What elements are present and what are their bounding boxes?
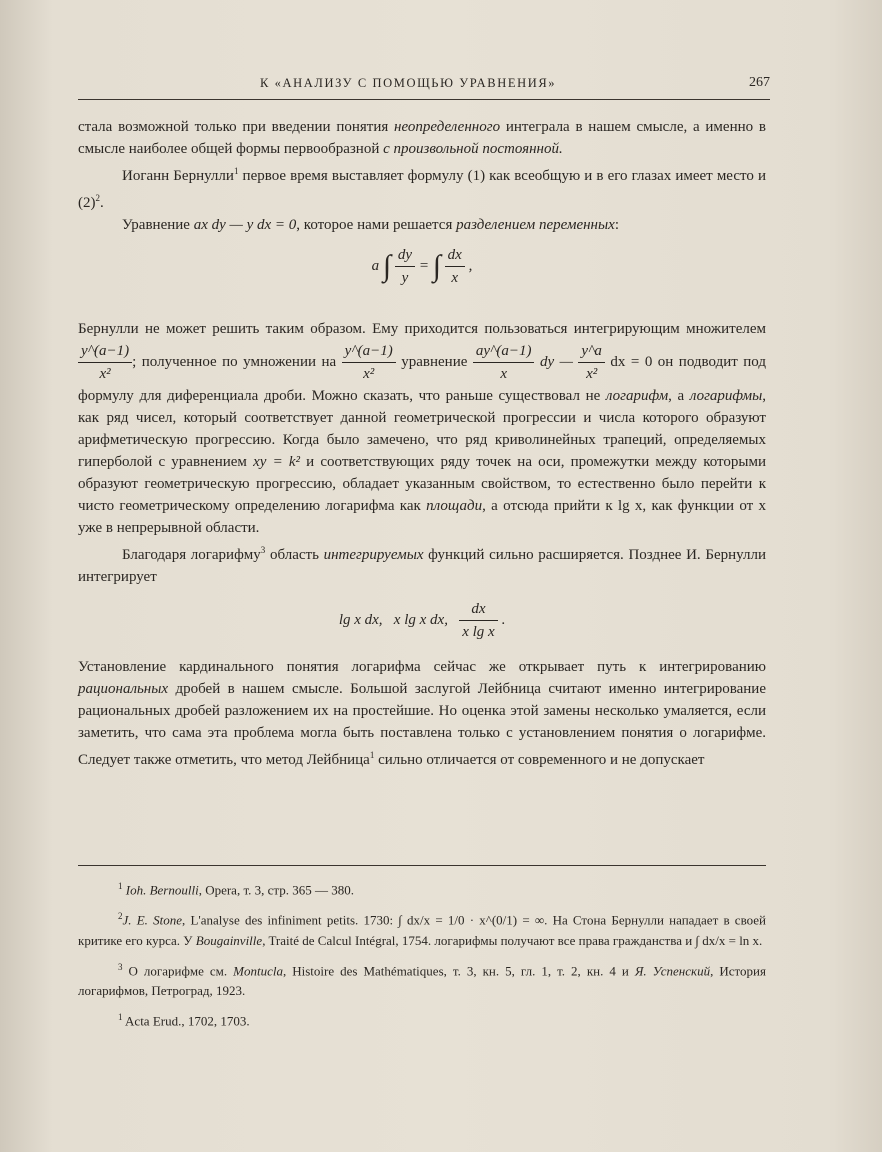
footnotes	[78, 876, 766, 1037]
inline-equation: xy = k²	[253, 454, 301, 470]
running-head: К «АНАЛИЗУ С ПОМОЩЬЮ УРАВНЕНИЯ»	[260, 76, 557, 90]
fraction: $\frac{y\^{}(a-1)}{\text{x²}}$	[78, 340, 132, 385]
paragraph-4: Бернулли не может решить таким образом. Ему приходится пользоваться интегрирующим множителем $\frac{y\^{}(a-1)}{\text{x²}}$ ; полученное по умножении на $\frac{y\^{}(a-1)}{\text{x²}}$ уравнение $\frac{ay\^{}(a-1)}{x}$ dy — $\frac{y\^{}a}{\text{x²}}$ dx = 0 он подводит под формулу для диференциала дроби. Можно сказать, что раньше существовал не логарифм, а логарифмы, как ряд чисел, который соответствует данной геометрической прогрессии и числа которого образуют арифметическую прогрессию. Когда было замечено, что ряд криволинейных трапеций, определяемых гиперболой с уравнением xy = k² и соответствующих ряду точек на оси, промежутки между которыми образуют геометрическую прогрессию, обладает указанным свойством, то естественно было перейти к чисто геометрическому определению логарифма как площади, а отсюда прийти к lg x, как функции от x уже в непрерывной области.	[78, 321, 767, 536]
integral-sign: ∫	[432, 249, 441, 283]
display-formula-2: lg x dx, x lg x dx, $\frac{dx}{\text{x lg x}}$ .	[78, 598, 766, 634]
page-number: 267	[749, 75, 770, 90]
paragraph-2: Иоганн Бернулли$^1$ первое время выставляет формулу (1) как всеобщую и в его глазах имеет место и $(2)^2$.	[78, 166, 766, 211]
footnote-divider	[78, 865, 766, 866]
fraction: $\frac{ay\^{}(a-1)}{x}$	[473, 340, 535, 385]
footnote-1: $^1$ Ioh. Bernoulli, Opera, т. 3, стр. 365 — 380.	[118, 881, 355, 898]
paragraph-5: Благодаря логарифму$^3$ область интегрируемых функций сильно расширяется. Позднее И. Бернулли интегрирует	[78, 545, 766, 585]
footnote-4: $^1$ Acta Erud., 1702, 1703.	[118, 1011, 250, 1029]
fraction: $\frac{dx}{\text{x lg x}}$	[459, 598, 497, 643]
fraction: $\frac{y\^{}a}{\text{x²}}$	[578, 340, 605, 385]
fraction: $\frac{dy}{y}$	[395, 244, 415, 289]
footnote-2: $^2$J. E. Stone, L'analyse des infiniment petits. 1730: ∫ dx/x = 1/0 · x^(0/1) = ∞. На Стона Бернулли нападает в своей критике его курса. У Bougainville, Traité de Calcul Intégral, 1754. логарифмы получают все права гражданства и ∫ dx/x = ln x.	[78, 911, 767, 948]
footnote-3: $^3$ О логарифме см. Montucla, Histoire des Mathématiques, т. 3, кн. 5, гл. 1, т. 2, кн. 4 и Я. Успенский, История логарифмов, Петроград, 1923.	[78, 961, 766, 998]
page-header	[78, 75, 770, 100]
fraction: $\frac{y\^{}(a-1)}{\text{x²}}$	[342, 340, 396, 385]
footnote-ref: 3	[260, 545, 266, 555]
paragraph-6: Установление кардинального понятия логарифма сейчас же открывает путь к интегрированию рациональных дробей в нашем смысле. Большой заслугой Лейбница считают именно интегрирование рациональных дробей разложением их на простейшие. Но оценка этой замены несколько умаляется, если заметить, что сама эта проблема могла быть поставлена только с установлением понятия о логарифме. Следует также отметить, что метод Лейбница$^1$ сильно отличается от современного и не допускает	[78, 659, 766, 768]
display-formula-1: a ∫ $\frac{dy}{y}$ = ∫ $\frac{dx}{x}$ ,	[78, 244, 766, 308]
inline-equation: ax dy — y dx = 0	[193, 217, 297, 233]
paragraph-1: стала возможной только при введении понятия неопределенного интеграла в нашем смысле, а именно в смысле наиболее общей формы первообразной с произвольной постоянной.	[78, 119, 766, 157]
footnote-ref: 1	[369, 750, 375, 760]
body-text	[78, 116, 766, 771]
paragraph-3: Уравнение ax dy — y dx = 0, которое нами решается разделением переменных:	[122, 217, 619, 233]
integral-sign: ∫	[382, 249, 392, 283]
footnote-ref: 2	[95, 193, 100, 203]
fraction: $\frac{dx}{x}$	[445, 244, 465, 289]
footnote-ref: 1	[233, 166, 239, 176]
